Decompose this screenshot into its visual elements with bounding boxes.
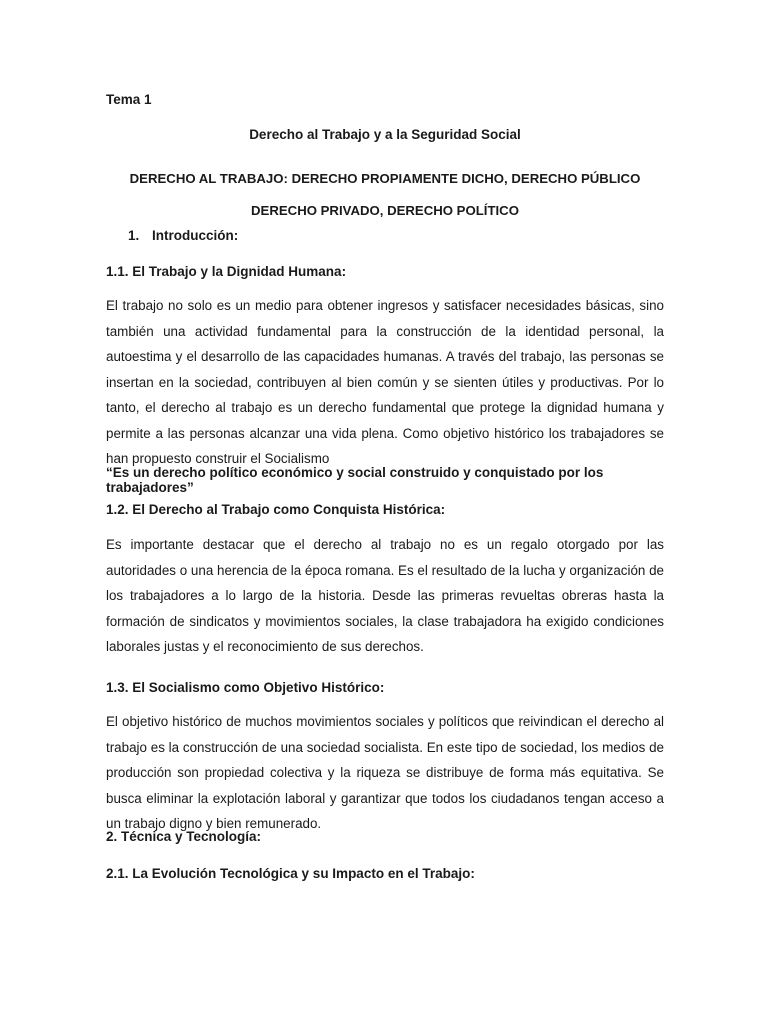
section-1-2-body: Es importante destacar que el derecho al trabajo no es un regalo otorgado por las autoridades o una herencia de la época romana. Es el resultado de la lucha y organización de los trabajadores a lo largo de la historia. Desde las primeras revueltas obreras hasta la formación de sindicatos y movimientos sociales, la clase trabajadora ha exigido condiciones laborales justas y el reconocimiento de sus derechos. [106, 537, 664, 654]
document-title: Derecho al Trabajo y a la Seguridad Social [249, 127, 521, 142]
document-page [106, 0, 664, 1024]
section-2-1-heading: 2.1. La Evolución Tecnológica y su Impacto en el Trabajo: [106, 866, 475, 881]
section-1-1-body: El trabajo no solo es un medio para obtener ingresos y satisfacer necesidades básicas, sino también una actividad fundamental para la construcción de la identidad personal, la autoestima y el desarrollo de las capacidades humanas. A través del trabajo, las personas se insertan en la sociedad, contribuyen al bien común y se sienten útiles y productivas. Por lo tanto, el derecho al trabajo es un derecho fundamental que protege la dignidad humana y permite a las personas alcanzar una vida plena. Como objetivo histórico los trabajadores se han propuesto construir el Socialismo [106, 298, 664, 466]
section-1-1-heading: 1.1. El Trabajo y la Dignidad Humana: [106, 264, 347, 279]
document-subtitle: DERECHO AL TRABAJO: DERECHO PROPIAMENTE DICHO, DERECHO PÚBLICO DERECHO PRIVADO, DERECHO POLÍTICO [129, 171, 641, 218]
section-1-3-body: El objetivo histórico de muchos movimientos sociales y políticos que reivindican el derecho al trabajo es la construcción de una sociedad socialista. En este tipo de sociedad, los medios de producción son propiedad colectiva y la riqueza se distribuye de forma más equitativa. Se busca eliminar la explotación laboral y garantizar que todos los ciudadanos tengan acceso a un trabajo digno y bien remunerado. [106, 714, 664, 831]
section-2-heading: 2. Técnica y Tecnología: [106, 829, 262, 844]
quote-text: “Es un derecho político económico y social construido y conquistado por los trabajadores” [106, 465, 604, 495]
section-1-title: Introducción: [152, 228, 239, 243]
section-1-3-heading: 1.3. El Socialismo como Objetivo Histórico: [106, 680, 385, 695]
topic-label: Tema 1 [106, 92, 152, 107]
section-1-2-heading: 1.2. El Derecho al Trabajo como Conquista Histórica: [106, 502, 446, 517]
section-1-heading [106, 228, 686, 243]
section-1-number: 1. [128, 228, 140, 243]
